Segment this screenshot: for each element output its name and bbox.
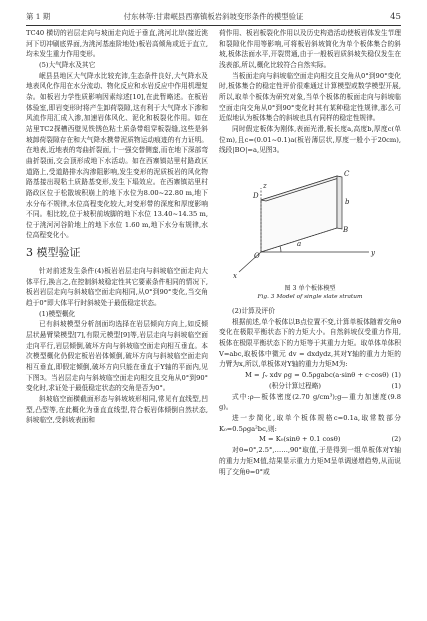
paragraph: 进一步简化,取单个板体规格c=0.1a,取常数部分K₀=0.5ρga²bc,则: <box>219 414 401 433</box>
label-C: C <box>344 169 350 178</box>
label-y: y <box>371 248 375 257</box>
paragraph: 根据前述,单个板体以B点位置不变,计算单板体随着交角θ变化在极限平衡状态下的力矩大小。自然斜坡仅受重力作用,板体在极限平衡状态下的力矩等于其重力力矩。取单体单体积 V=abc,取板体中微元 dv = dxdydz,其对Y轴的重力力矩的力臂为x,所以,单板体对Y轴的重力力矩M为: <box>219 317 401 369</box>
integration-note <box>219 381 401 392</box>
figure-3 <box>219 156 401 306</box>
equation-1 <box>219 370 401 381</box>
paragraph: 对θ=0°,2.5°,……,90°取值,于是得到一组单板体对Y轴的重力力矩M值,结果显示重力力矩M呈单调递增趋势,从而说明了交角θ=0°或 <box>219 446 401 476</box>
label-x: x <box>233 271 237 280</box>
slab-side-face <box>337 176 342 229</box>
paragraph: 已有斜坡模型分析剖面均选择在岩层倾向方向上,如反倾层状悬臂梁模型[7],有限元模型[9]等,岩层走向与斜坡临空面走向平行,岩层倾倒,破坏方向与斜坡临空面走向相互垂直。本次模型概化仍假定板岩岩体倾倒,破坏方向与斜坡临空面走向相互垂直,即假定倾倒,破坏方向只能在垂直于Y轴的平面内,见下图3。当岩层走向与斜坡临空面走向相交且交角从0°到90°变化时,求证处于最低稳定状态的交角是否为0°。 <box>26 320 208 393</box>
slate-model-diagram <box>219 158 401 288</box>
figure-caption-zh: 图 3 单个板体模型 <box>284 284 336 292</box>
paragraph: 针对前述发生条件(4)板岩岩层走向与斜坡临空面走向大体平行,换言之,在控制斜坡稳定性其它要素条件相同的情况下,板岩岩层走向与斜坡临空面走向相同,从0°到90°变化,当交角趋于0°即大体平行时斜坡处于最低稳定状态。 <box>26 267 208 308</box>
label-a: a <box>297 239 302 248</box>
subsection-heading: (2)计算及评价 <box>232 306 275 315</box>
theta-angle-arc <box>280 246 281 252</box>
label-B: B <box>343 225 349 234</box>
paragraph: TC40 横切的岩层走向与坡面走向近于垂直,洮河北岸(接近洮河下切冲刷底界面,为洮河基座阶地处)板岩高倾角或近于直立,均未发生重力作用变形。 <box>26 29 208 59</box>
equation-2 <box>219 434 401 445</box>
label-z: z <box>263 181 267 190</box>
paragraph: 当板面走向与斜坡临空面走向相交且交角从0°到90°变化时,板体集合的稳定性评价很难通过计算模型或数学模型开展,所以,取单个板体为研究对象,当单个板体的板面走向与斜坡临空面走向交角从0°到90°变化时其有某种稳定性规律,那么可近似地认为板体集合的斜坡也具有同样的稳定性规律。 <box>219 71 401 123</box>
subsection-heading: (5)大气降水及其它 <box>39 60 96 69</box>
label-O: O <box>254 251 260 260</box>
equation-number: (1) <box>391 381 401 390</box>
paragraph: 斜坡临空面横截面形态与斜坡坡形相同,常见有直线型,凹型,凸型等,在此概化为垂直直线型,符合板岩体倾倒自然状态,斜坡临空,受斜坡表面和 <box>26 395 208 425</box>
running-header <box>26 10 401 24</box>
issue-number: 第 1 期 <box>26 12 51 21</box>
section-heading: 3 模型验证 <box>26 246 81 260</box>
right-column <box>219 28 401 612</box>
page-number: 45 <box>390 12 401 22</box>
paragraph: 岷县县地区大气降水比较充沛,生态条件良好,大气降水及地表风化作用在水分流动、物化反应和水岩反应中作用机理复杂。如板岩力学性质影响因素综述[10],在此暂略述。在板岩体验室,即岩变形时将产生卸荷裂隙,这有利于大气降水下渗和风流作用汇成入渗,加速岩体风化、泥化和板裂化作用。如在站里TC2探槽西壁见铁锈色粘土质条带组穿板裂缝,这些是斜坡卸荷裂隙存在和大气降水携带泥质物运动痕迹的有力证明。在地表,近地表的弯曲折裂面,十一强交替侧蛮,而在地下深部弯曲折裂面,交会顶形成地下水活动。如在西寨镇站里村路政区道路上,受道路排水沟渗阻影响,发生变形的泥质板岩的风化物路基接出现粘土质路基变形,发生下塌效应。在西寨镇站里村路政区位于松散坡积崩上的地下水位为8.00~22.80 m,地下水分布不规律,水位高程变化较大,对变形带的深度和厚度影响不同。相比较,位于坡积前坡脚的地下水位 13.40~14.35 m,位于洮河河谷阶地上的地下水位 1.60 m,地下水分布规律,水位高程变化小。 <box>26 71 208 240</box>
label-b: b <box>345 197 350 206</box>
subsection-heading: (1)模型概化 <box>39 309 76 318</box>
paragraph: 同时假定板体为刚体,表面光滑,板长度a,高度b,厚度c(单位m),且c=(0.01~0.1)a(板岩薄层状,厚度一般小于20cm),线段|BO|=a,见图3。 <box>219 124 401 155</box>
paragraph: 荷作用、板岩板裂化作用以及历史构造活动使板岩体发生节理和裂隙化作用等影响,可将板岩斜坡简化为单个板体集合的斜坡,板体法面水平,开裂贯通,由于一般板岩质斜坡失稳仅发生在浅表部,所以,概化比较符合自然实际。 <box>219 29 401 69</box>
equation-number: (2) <box>391 435 401 444</box>
label-D: D <box>253 191 259 200</box>
header-rule <box>26 25 401 26</box>
left-column <box>26 28 208 612</box>
paragraph: 式中:ρ—板体密度(2.70 g/cm³);g—重力加速度(9.8 g)。 <box>219 392 401 412</box>
equation-text: M = ∫ᵥ xdv ρg = 0.5ρgabc(a·sinθ + c·cosθ) <box>245 370 389 379</box>
integration-note-text: (积分计算过程略) <box>269 381 322 390</box>
figure-caption-en: Fig. 3 Model of single slate stratum <box>257 293 363 300</box>
equation-number: (1) <box>391 370 401 379</box>
equation-text: M = K₀(sinθ + 0.1 cosθ) <box>259 435 341 444</box>
running-title: 付东林等:甘肃岷县西寨镇板岩斜坡变形条件的模型验证 <box>123 12 304 21</box>
